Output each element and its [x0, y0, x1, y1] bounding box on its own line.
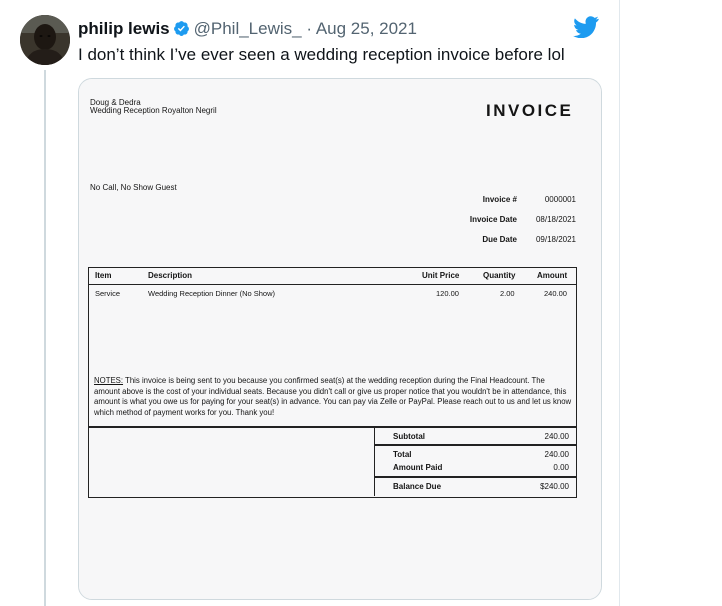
invoice-table-header — [89, 268, 576, 285]
author-handle[interactable]: @Phil_Lewis_ — [193, 19, 302, 38]
invoice-from-name: Doug & Dedra — [90, 98, 141, 107]
tweet-image[interactable] — [78, 78, 602, 600]
notes-label: NOTES: — [94, 376, 124, 385]
balance-due-label: Balance Due — [393, 482, 442, 491]
thread-line — [44, 70, 46, 606]
amount-paid-value: 0.00 — [553, 463, 569, 472]
total-label: Total — [393, 450, 412, 459]
subtotal-value: 240.00 — [544, 432, 569, 441]
due-date-label: Due Date — [482, 235, 517, 244]
header-separator: · — [306, 19, 313, 38]
tweet-header — [78, 19, 417, 42]
tweet-text: I don’t think I’ve ever seen a wedding reception invoice before lol — [78, 45, 565, 64]
summary-line — [375, 476, 577, 478]
col-quantity: Quantity — [483, 271, 516, 280]
amount-paid-label: Amount Paid — [393, 463, 443, 472]
balance-due-value: $240.00 — [540, 482, 569, 491]
avatar[interactable] — [20, 15, 70, 65]
col-unit-price: Unit Price — [422, 271, 460, 280]
invoice-date: 08/18/2021 — [535, 215, 576, 224]
row-description: Wedding Reception Dinner (No Show) — [148, 289, 276, 298]
row-quantity: 2.00 — [500, 289, 515, 298]
invoice-from-event: Wedding Reception Royalton Negril — [90, 106, 217, 115]
invoice-number: 0000001 — [544, 195, 576, 204]
row-amount: 240.00 — [544, 289, 567, 298]
author-name[interactable]: philip lewis — [78, 19, 170, 38]
col-item: Item — [95, 271, 112, 280]
verified-badge-icon — [173, 20, 190, 42]
tweet-date[interactable]: Aug 25, 2021 — [315, 19, 417, 38]
invoice-title: INVOICE — [486, 101, 574, 120]
invoice-bill-to: No Call, No Show Guest — [90, 183, 177, 192]
invoice-date-label: Invoice Date — [469, 215, 517, 224]
invoice-summary — [374, 426, 577, 496]
due-date: 09/18/2021 — [535, 235, 576, 244]
total-value: 240.00 — [544, 450, 569, 459]
summary-line — [375, 444, 577, 446]
invoice-notes — [94, 376, 572, 418]
invoice-number-label: Invoice # — [482, 195, 517, 204]
col-description: Description — [148, 271, 193, 280]
row-item: Service — [95, 289, 121, 298]
notes-text: This invoice is being sent to you because you confirmed seat(s) at the wedding reception during the Final Headcount. The amount above is the cost of your individual seats. Because you didn't call or give us proper notice that you wouldn't be in attendance, this amount is what you owe us for paying for your seat(s) in advance. You can pay via Zelle or PayPal. Please reach out to us and let us know which method of payment works for you. Thank you! — [94, 376, 572, 417]
col-amount: Amount — [537, 271, 568, 280]
row-unit-price: 120.00 — [436, 289, 459, 298]
invoice-table — [88, 267, 577, 498]
subtotal-label: Subtotal — [393, 432, 425, 441]
twitter-bird-icon — [573, 16, 599, 38]
invoice-document — [79, 79, 601, 599]
